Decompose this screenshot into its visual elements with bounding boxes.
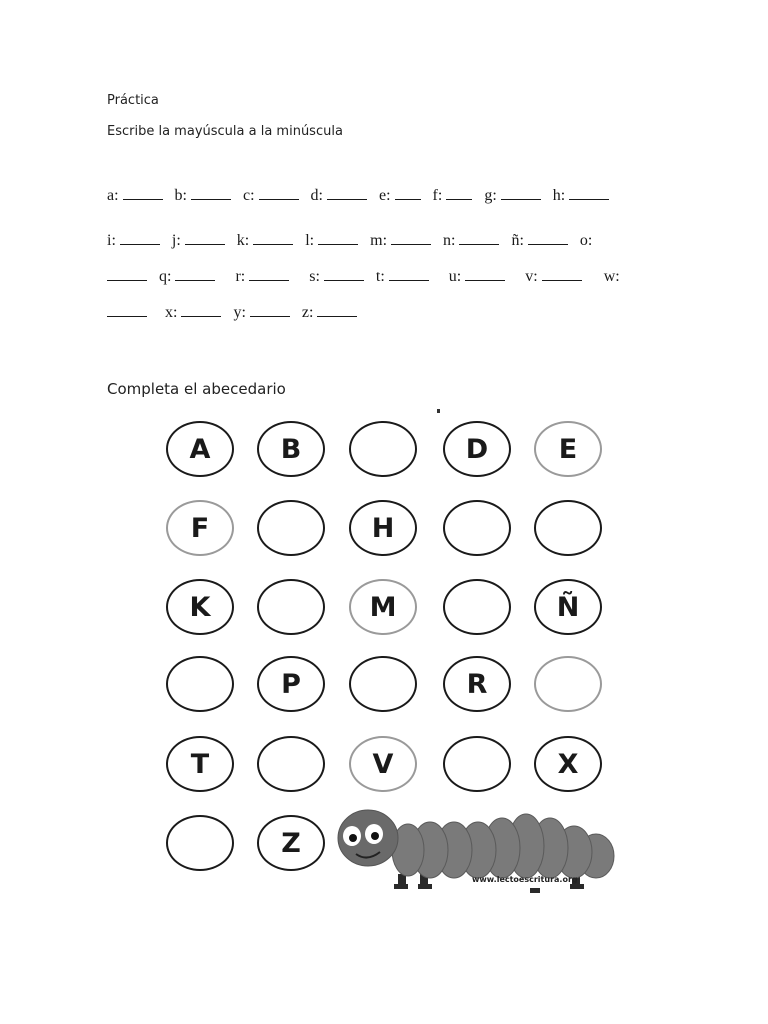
stray-dot xyxy=(437,409,440,413)
alphabet-circle: R xyxy=(443,656,511,712)
caterpillar-foot xyxy=(570,884,584,889)
alphabet-circle: A xyxy=(166,421,234,477)
instruction-text: Escribe la mayúscula a la minúscula xyxy=(107,124,343,139)
alphabet-circle: B xyxy=(257,421,325,477)
alphabet-circle: D xyxy=(443,421,511,477)
caterpillar-foot xyxy=(418,884,432,889)
letter-item: v: xyxy=(525,268,581,286)
letter-item: n: xyxy=(443,232,499,250)
letter-item: x: xyxy=(165,304,221,322)
alphabet-circle: P xyxy=(257,656,325,712)
caterpillar-foot xyxy=(394,884,408,889)
letter-item: j: xyxy=(172,232,225,250)
letter-item: b: xyxy=(175,187,231,205)
alphabet-circle xyxy=(166,656,234,712)
letter-item: i: xyxy=(107,232,160,250)
letter-item: a: xyxy=(107,187,163,205)
letter-item xyxy=(107,268,147,286)
caterpillar-pupil xyxy=(371,832,379,840)
letter-item xyxy=(107,304,147,322)
letter-item: k: xyxy=(237,232,293,250)
alphabet-circle: Ñ xyxy=(534,579,602,635)
letter-item: z: xyxy=(302,304,358,322)
alphabet-circle xyxy=(257,500,325,556)
alphabet-circle xyxy=(257,736,325,792)
letter-item: e: xyxy=(379,187,421,205)
alphabet-circle: V xyxy=(349,736,417,792)
alphabet-circle xyxy=(534,656,602,712)
letter-item: h: xyxy=(553,187,609,205)
letter-item: q: xyxy=(159,268,215,286)
watermark-text: www.lectoescritura.org xyxy=(472,875,578,884)
alphabet-circle xyxy=(443,736,511,792)
letter-item: r: xyxy=(235,268,289,286)
letter-item: ñ: xyxy=(511,232,567,250)
alphabet-circle xyxy=(443,500,511,556)
letter-item: w: xyxy=(603,268,620,285)
alphabet-circle: Z xyxy=(257,815,325,871)
alphabet-circle xyxy=(349,421,417,477)
caterpillar-pupil xyxy=(349,834,357,842)
alphabet-circle: T xyxy=(166,736,234,792)
letter-row-3 xyxy=(107,268,637,286)
alphabet-title: Completa el abecedario xyxy=(107,380,286,398)
alphabet-circle: E xyxy=(534,421,602,477)
practice-title: Práctica xyxy=(107,93,159,108)
letter-item: s: xyxy=(309,268,364,286)
letter-row-2 xyxy=(107,232,637,250)
letter-item: d: xyxy=(311,187,367,205)
letter-item: c: xyxy=(243,187,299,205)
alphabet-circle xyxy=(443,579,511,635)
letter-row-1 xyxy=(107,187,637,205)
letter-item: t: xyxy=(376,268,429,286)
alphabet-circle xyxy=(349,656,417,712)
letter-item: l: xyxy=(305,232,358,250)
letter-item: y: xyxy=(233,304,289,322)
alphabet-circle xyxy=(257,579,325,635)
alphabet-circle: F xyxy=(166,500,234,556)
alphabet-circle: X xyxy=(534,736,602,792)
letter-item: o: xyxy=(579,232,593,249)
letter-row-4 xyxy=(107,304,637,322)
letter-item: f: xyxy=(433,187,473,205)
alphabet-circle: H xyxy=(349,500,417,556)
alphabet-circle: M xyxy=(349,579,417,635)
letter-item: g: xyxy=(484,187,540,205)
alphabet-circle xyxy=(534,500,602,556)
alphabet-circle xyxy=(166,815,234,871)
alphabet-circle: K xyxy=(166,579,234,635)
caterpillar-illustration xyxy=(334,806,620,896)
letter-item: m: xyxy=(370,232,431,250)
letter-item: u: xyxy=(449,268,505,286)
caterpillar-foot xyxy=(530,888,540,893)
